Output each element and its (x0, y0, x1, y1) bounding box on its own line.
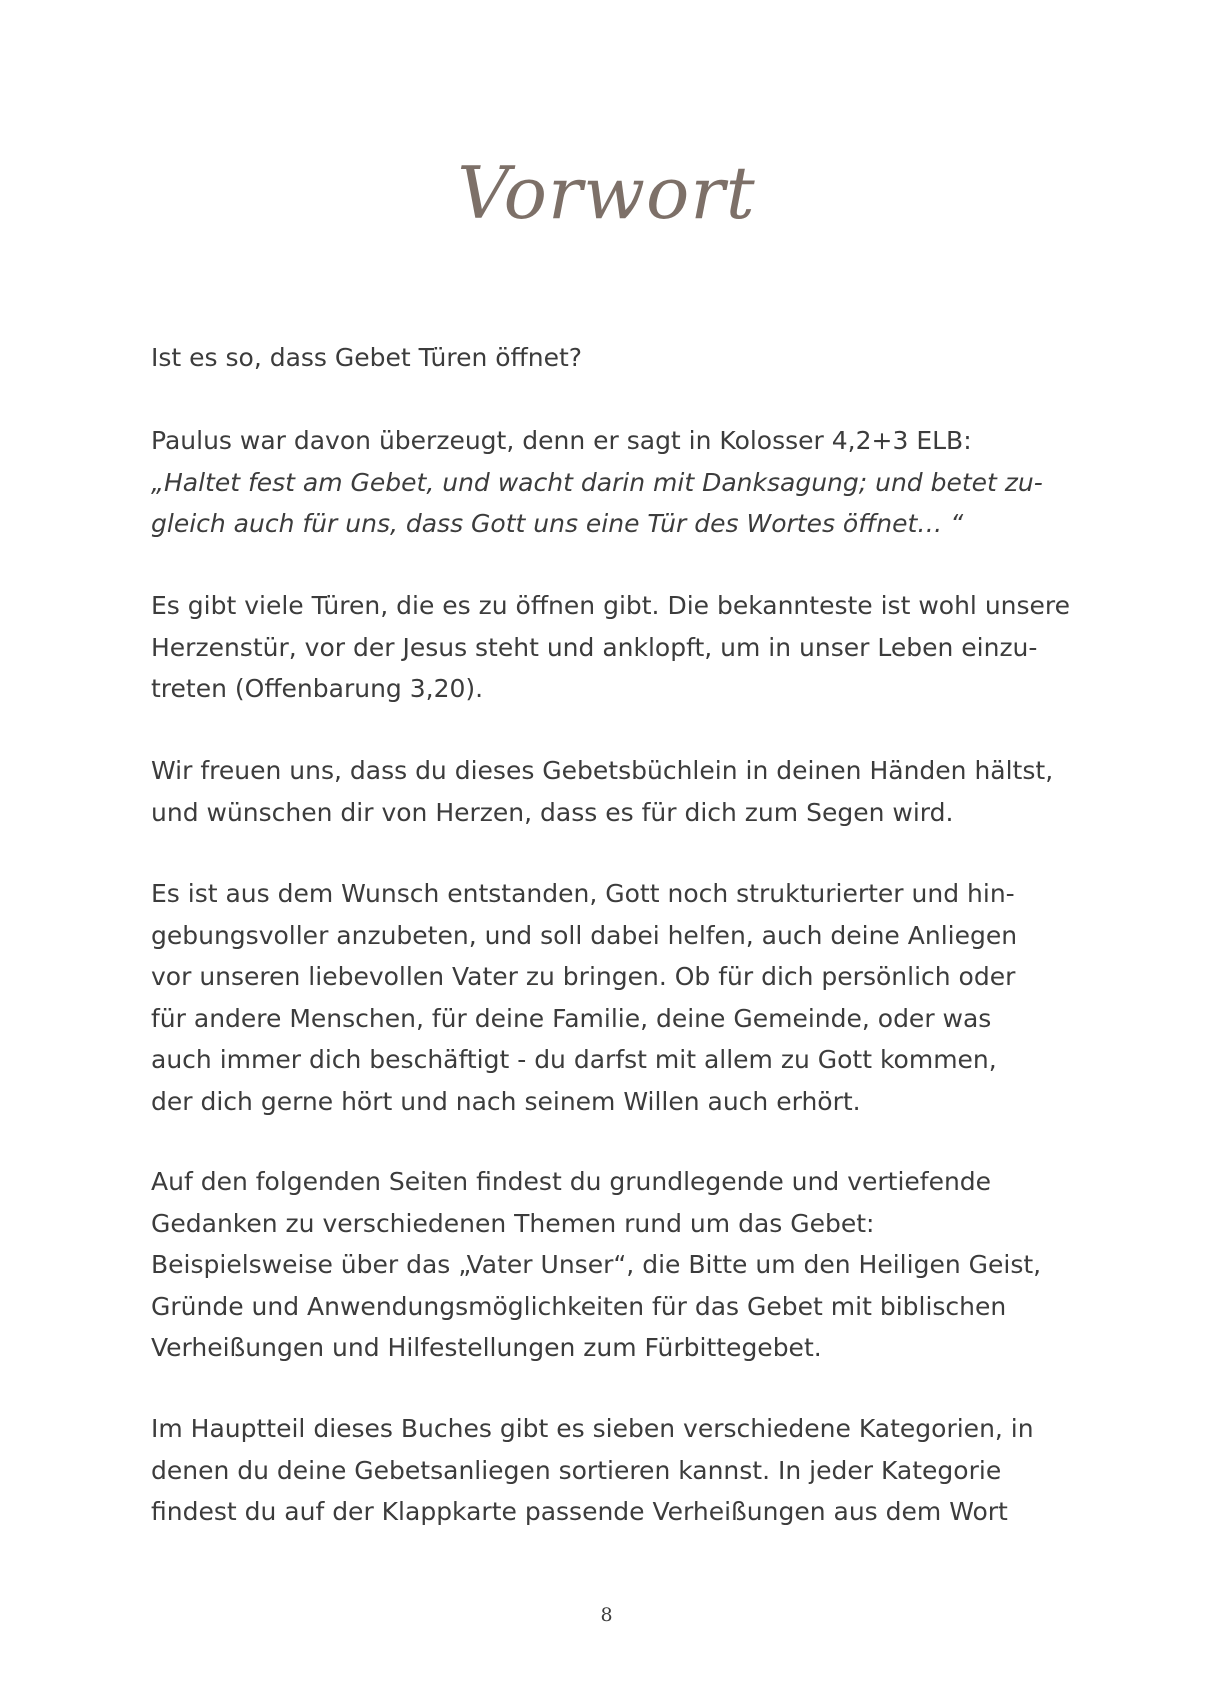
text-line: denen du deine Gebetsanliegen sortieren kannst. In jeder Kategorie (151, 1455, 1002, 1485)
paragraph-welcome (151, 750, 1091, 833)
text-line: Beispielsweise über das „Vater Unser“, die Bitte um den Heiligen Geist, (151, 1250, 1042, 1279)
page-number: 8 (600, 1604, 613, 1626)
paragraph-paulus (151, 420, 1091, 545)
bible-quote-line: „Haltet fest am Gebet, und wacht darin mit Danksagung; und betet zu- (151, 467, 1043, 497)
text-line: Ist es so, dass Gebet Türen öffnet? (151, 343, 583, 372)
text-line: und wünschen dir von Herzen, dass es für dich zum Segen wird. (151, 797, 954, 827)
text-line: Paulus war davon überzeugt, denn er sagt in Kolosser 4,2+3 ELB: (151, 426, 972, 455)
bible-quote-line: gleich auch für uns, dass Gott uns eine Tür des Wortes öffnet… “ (151, 509, 964, 538)
text-line: Auf den folgenden Seiten findest du grundlegende und vertiefende (151, 1167, 992, 1196)
text-line: für andere Menschen, für deine Familie, deine Gemeinde, oder was (151, 1003, 992, 1033)
text-line: Wir freuen uns, dass du dieses Gebetsbüchlein in deinen Händen hältst, (151, 756, 1054, 785)
text-line: treten (Offenbarung 3,20). (151, 674, 484, 703)
paragraph-contents (151, 1161, 1091, 1369)
text-line: der dich gerne hört und nach seinem Willen auch erhört. (151, 1086, 861, 1116)
text-line: Verheißungen und Hilfestellungen zum Fürbittegebet. (151, 1333, 822, 1362)
text-line: gebungsvoller anzubeten, und soll dabei helfen, auch deine Anliegen (151, 920, 1018, 950)
text-line: auch immer dich beschäftigt - du darfst mit allem zu Gott kommen, (151, 1045, 997, 1074)
text-line: Im Hauptteil dieses Buches gibt es sieben verschiedene Kategorien, in (151, 1414, 1034, 1443)
paragraph-categories (151, 1408, 1091, 1533)
text-line: Es ist aus dem Wunsch entstanden, Gott noch strukturierter und hin- (151, 879, 1015, 908)
text-line: Gründe und Anwendungsmöglichkeiten für das Gebet mit biblischen (151, 1291, 1007, 1321)
text-line: Gedanken zu verschiedenen Themen rund um das Gebet: (151, 1208, 875, 1238)
text-line: vor unseren liebevollen Vater zu bringen. Ob für dich persönlich oder (151, 962, 1016, 991)
paragraph-question (151, 337, 1091, 379)
paragraph-doors (151, 585, 1091, 710)
text-line: Es gibt viele Türen, die es zu öffnen gibt. Die bekannteste ist wohl unsere (151, 591, 1071, 620)
text-line: Herzenstür, vor der Jesus steht und anklopft, um in unser Leben einzu- (151, 632, 1038, 662)
page-title: Vorwort (457, 151, 756, 235)
paragraph-origin (151, 873, 1091, 1122)
text-line: findest du auf der Klappkarte passende Verheißungen aus dem Wort (151, 1497, 1008, 1526)
